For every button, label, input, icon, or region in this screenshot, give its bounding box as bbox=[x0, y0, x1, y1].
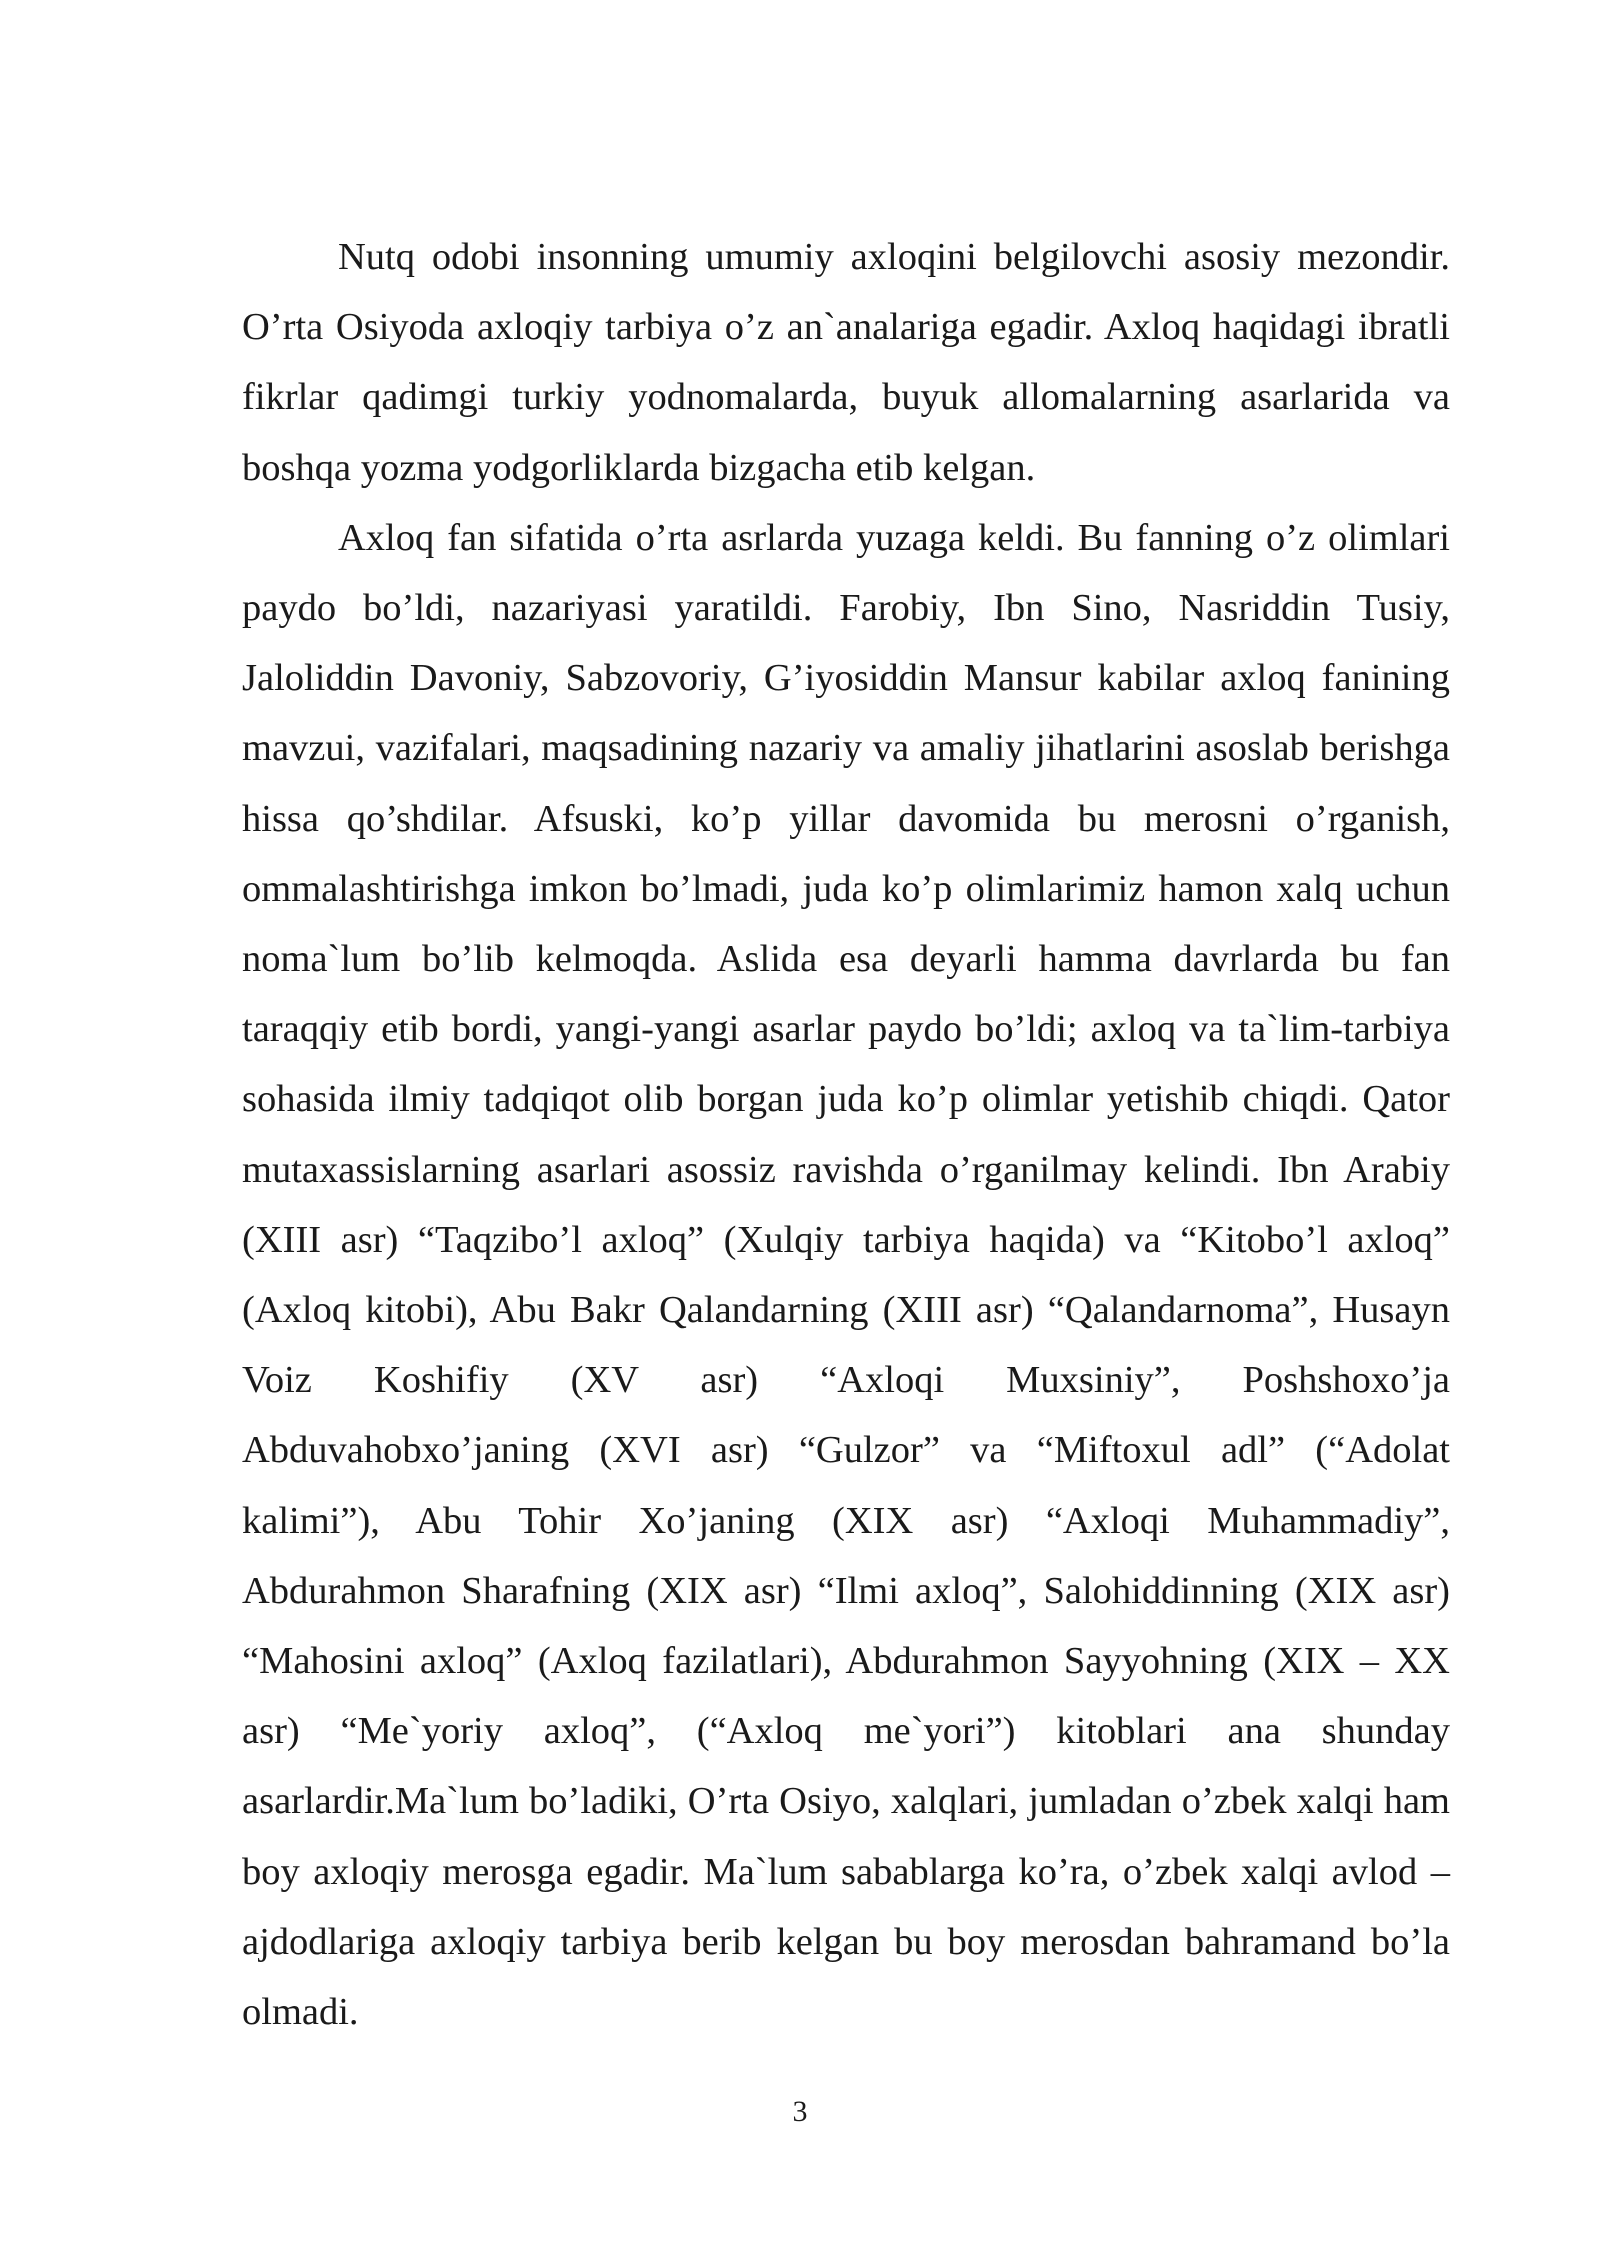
paragraph-1: Nutq odobi insonning umumiy axloqini belgilovchi asosiy mezondir. O’rta Osiyoda axloqiy tarbiya o’z an`analariga egadir. Axloq haqidagi ibratli fikrlar qadimgi turkiy yodnomalarda, buyuk allomalarning asarlarida va boshqa yozma yodgorliklarda bizgacha etib kelgan. bbox=[242, 236, 1450, 489]
document-body bbox=[242, 222, 1450, 2047]
page-number: 3 bbox=[792, 2095, 808, 2128]
paragraph-2: Axloq fan sifatida o’rta asrlarda yuzaga keldi. Bu fanning o’z olimlari paydo bo’ldi, nazariyasi yaratildi. Farobiy, Ibn Sino, Nasriddin Tusiy, Jaloliddin Davoniy, Sabzovoriy, G’iyosiddin Mansur kabilar axloq fanining mavzui, vazifalari, maqsadining nazariy va amaliy jihatlarini asoslab berishga hissa qo’shdilar. Afsuski, ko’p yillar davomida bu merosni o’rganish, ommalashtirishga imkon bo’lmadi, juda ko’p olimlarimiz hamon xalq uchun noma`lum bo’lib kelmoqda. Aslida esa deyarli hamma davrlarda bu fan taraqqiy etib bordi, yangi-yangi asarlar paydo bo’ldi; axloq va ta`lim-tarbiya sohasida ilmiy tadqiqot olib borgan juda ko’p olimlar yetishib chiqdi. Qator mutaxassislarning asarlari asossiz ravishda o’rganilmay kelindi. Ibn Arabiy (XIII asr) “Taqzibo’l axloq” (Xulqiy tarbiya haqida) va “Kitobo’l axloq” (Axloq kitobi), Abu Bakr Qalandarning (XIII asr) “Qalandarnoma”, Husayn Voiz Koshifiy (XV asr) “Axloqi Muxsiniy”, Poshshoxo’ja Abduvahobxo’janing (XVI asr) “Gulzor” va “Miftoxul adl” (“Adolat kalimi”), Abu Tohir Xo’janing (XIX asr) “Axloqi Muhammadiy”, Abdurahmon Sharafning (XIX asr) “Ilmi axloq”, Salohiddinning (XIX asr) “Mahosini axloq” (Axloq fazilatlari), Abdurahmon Sayyohning (XIX – XX asr) “Me`yoriy axloq”, (“Axloq me`yori”) kitoblari ana shunday asarlardir.Ma`lum bo’ladiki, O’rta Osiyo, xalqlari, jumladan o’zbek xalqi ham boy axloqiy merosga egadir. Ma`lum sabablarga ko’ra, o’zbek xalqi avlod – ajdodlariga axloqiy tarbiya berib kelgan bu boy merosdan bahramand bo’la olmadi. bbox=[242, 516, 1450, 2034]
